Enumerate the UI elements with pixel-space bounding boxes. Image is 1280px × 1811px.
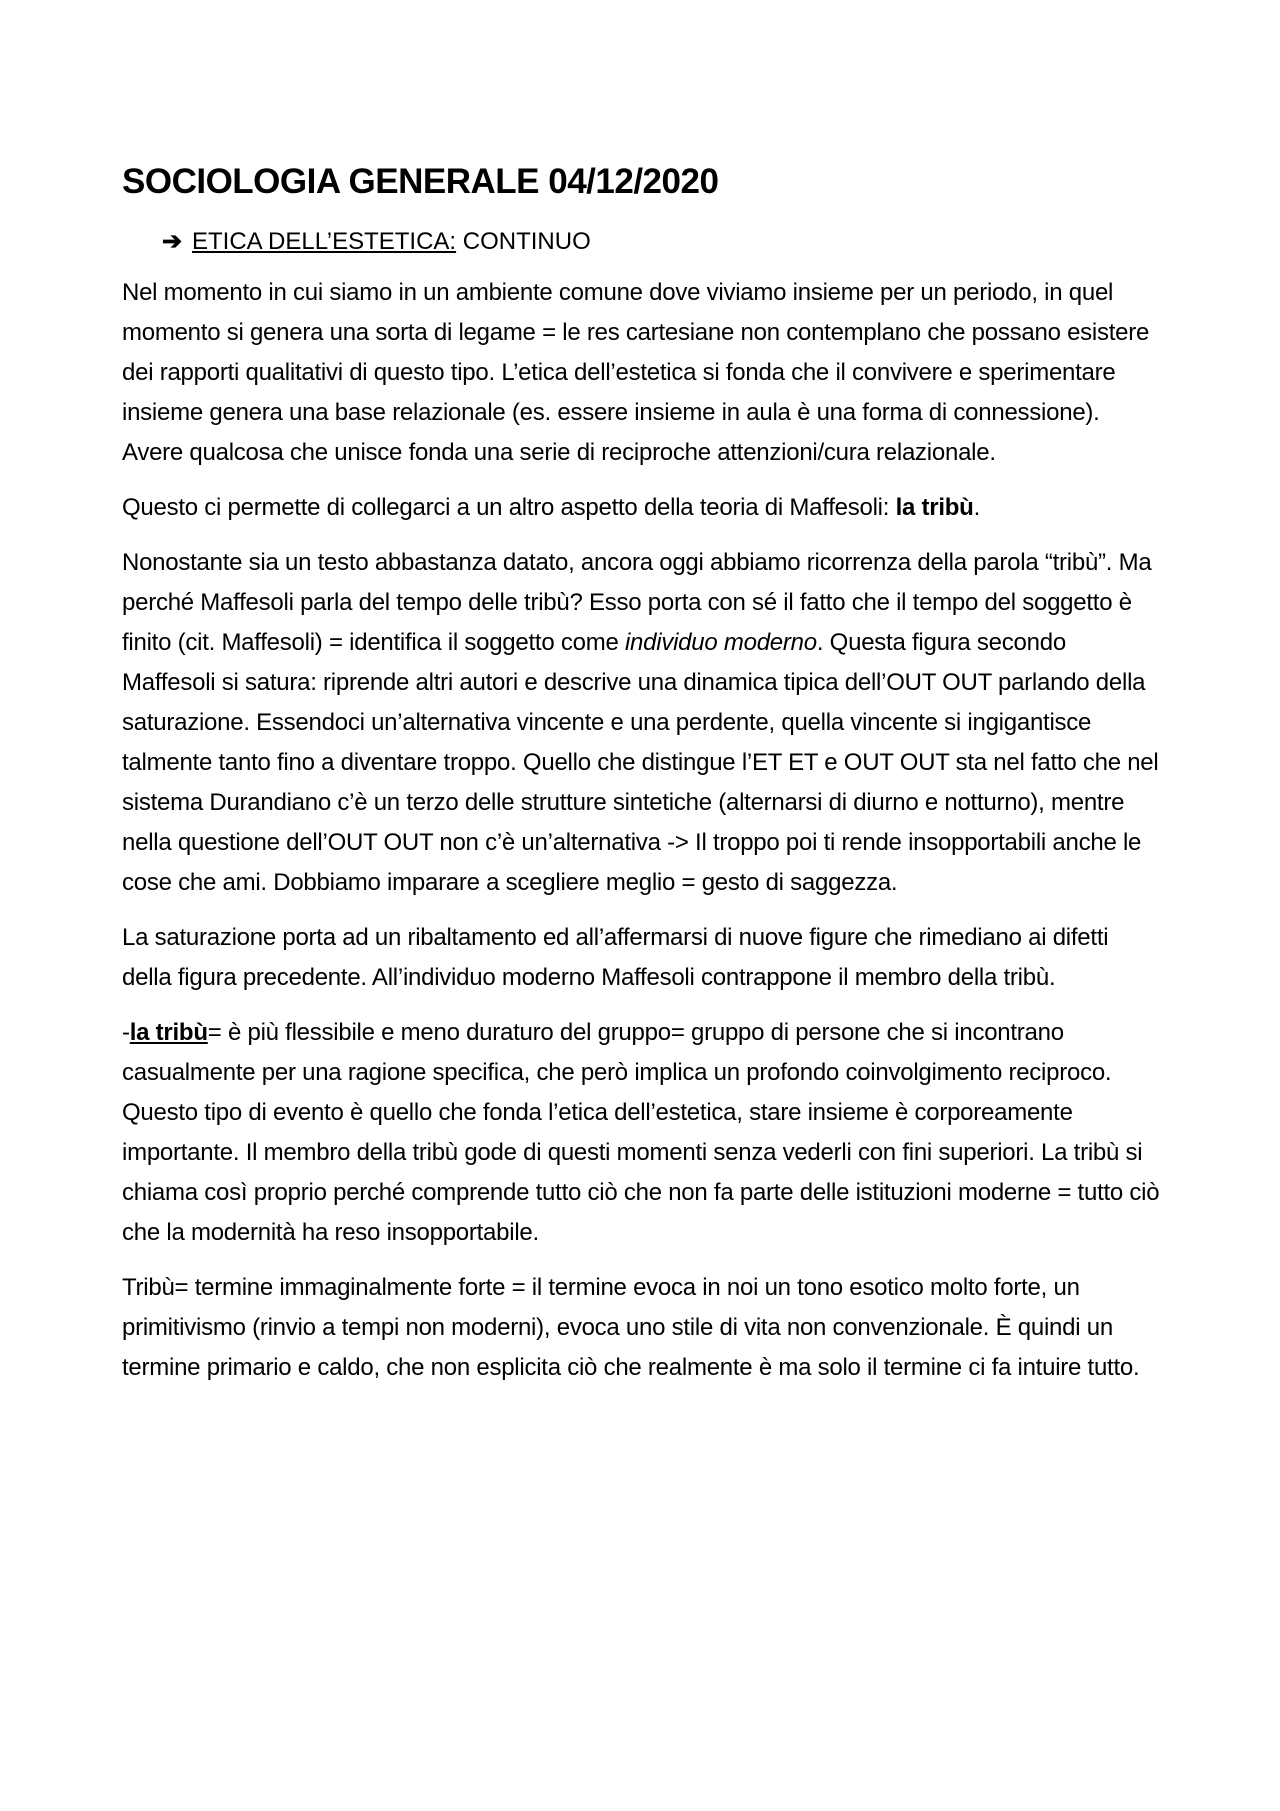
paragraph-4: La saturazione porta ad un ribaltamento ed all’affermarsi di nuove figure che rimediano ai difetti della figura precedente. All’individuo moderno Maffesoli contrappone il membro della tribù. bbox=[122, 924, 1109, 991]
document-title: SOCIOLOGIA GENERALE 04/12/2020 bbox=[122, 162, 719, 201]
section-heading-label: ETICA DELL’ESTETICA: bbox=[192, 228, 457, 255]
paragraph-6: Tribù= termine immaginalmente forte = il termine evoca in noi un tono esotico molto forte, un primitivismo (rinvio a tempi non moderni), evoca uno stile di vita non convenzionale. È quindi un termine primario e caldo, che non esplicita ciò che realmente è ma solo il termine ci fa intuire tutto. bbox=[122, 1274, 1140, 1381]
paragraph-5-bold-underline: la tribù bbox=[129, 1019, 208, 1046]
arrow-right-icon: ➔ bbox=[162, 228, 183, 255]
paragraph-2-text: Questo ci permette di collegarci a un altro aspetto della teoria di Maffesoli: bbox=[122, 494, 896, 521]
paragraph-3-text-a: Nonostante sia un testo abbastanza datato, ancora oggi abbiamo ricorrenza della parola “tribù”. Ma perché Maffesoli parla del tempo delle tribù? Esso porta con sé il fatto che il tempo del soggetto è finito (cit. Maffesoli) = identifica il soggetto come bbox=[122, 549, 1152, 656]
section-heading bbox=[162, 225, 1162, 259]
document-page bbox=[122, 158, 1162, 1403]
paragraph-3 bbox=[122, 543, 1162, 903]
paragraph-2-bold: la tribù bbox=[895, 494, 974, 521]
paragraph-5-dash: - bbox=[122, 1019, 130, 1046]
section-heading-rest: CONTINUO bbox=[456, 228, 591, 255]
paragraph-3-text-b: . Questa figura secondo Maffesoli si satura: riprende altri autori e descrive una dinamica tipica dell’OUT OUT parlando della saturazione. Essendoci un’alternativa vincente e una perdente, quella vincente si ingigantisce talmente tanto fino a diventare troppo. Quello che distingue l’ET ET e OUT OUT sta nel fatto che nel sistema Durandiano c’è un terzo delle strutture sintetiche (alternarsi di diurno e notturno), mentre nella questione dell’OUT OUT non c’è un’alternativa -> Il troppo poi ti rende insopportabili anche le cose che ami. Dobbiamo imparare a scegliere meglio = gesto di saggezza. bbox=[122, 629, 1159, 896]
paragraph-5-text: = è più flessibile e meno duraturo del gruppo= gruppo di persone che si incontrano casualmente per una ragione specifica, che però implica un profondo coinvolgimento reciproco. Questo tipo di evento è quello che fonda l’etica dell’estetica, stare insieme è corporeamente importante. Il membro della tribù gode di questi momenti senza vederli con fini superiori. La tribù si chiama così proprio perché comprende tutto ciò che non fa parte delle istituzioni moderne = tutto ciò che la modernità ha reso insopportabile. bbox=[122, 1019, 1160, 1246]
paragraph-5 bbox=[122, 1013, 1162, 1253]
paragraph-2-end: . bbox=[973, 494, 980, 521]
paragraph-1: Nel momento in cui siamo in un ambiente comune dove viviamo insieme per un periodo, in quel momento si genera una sorta di legame = le res cartesiane non contemplano che possano esistere dei rapporti qualitativi di questo tipo. L’etica dell’estetica si fonda che il convivere e sperimentare insieme genera una base relazionale (es. essere insieme in aula è una forma di connessione). Avere qualcosa che unisce fonda una serie di reciproche attenzioni/cura relazionale. bbox=[122, 279, 1150, 466]
paragraph-3-italic: individuo moderno bbox=[624, 629, 817, 656]
paragraph-2 bbox=[122, 488, 1162, 528]
